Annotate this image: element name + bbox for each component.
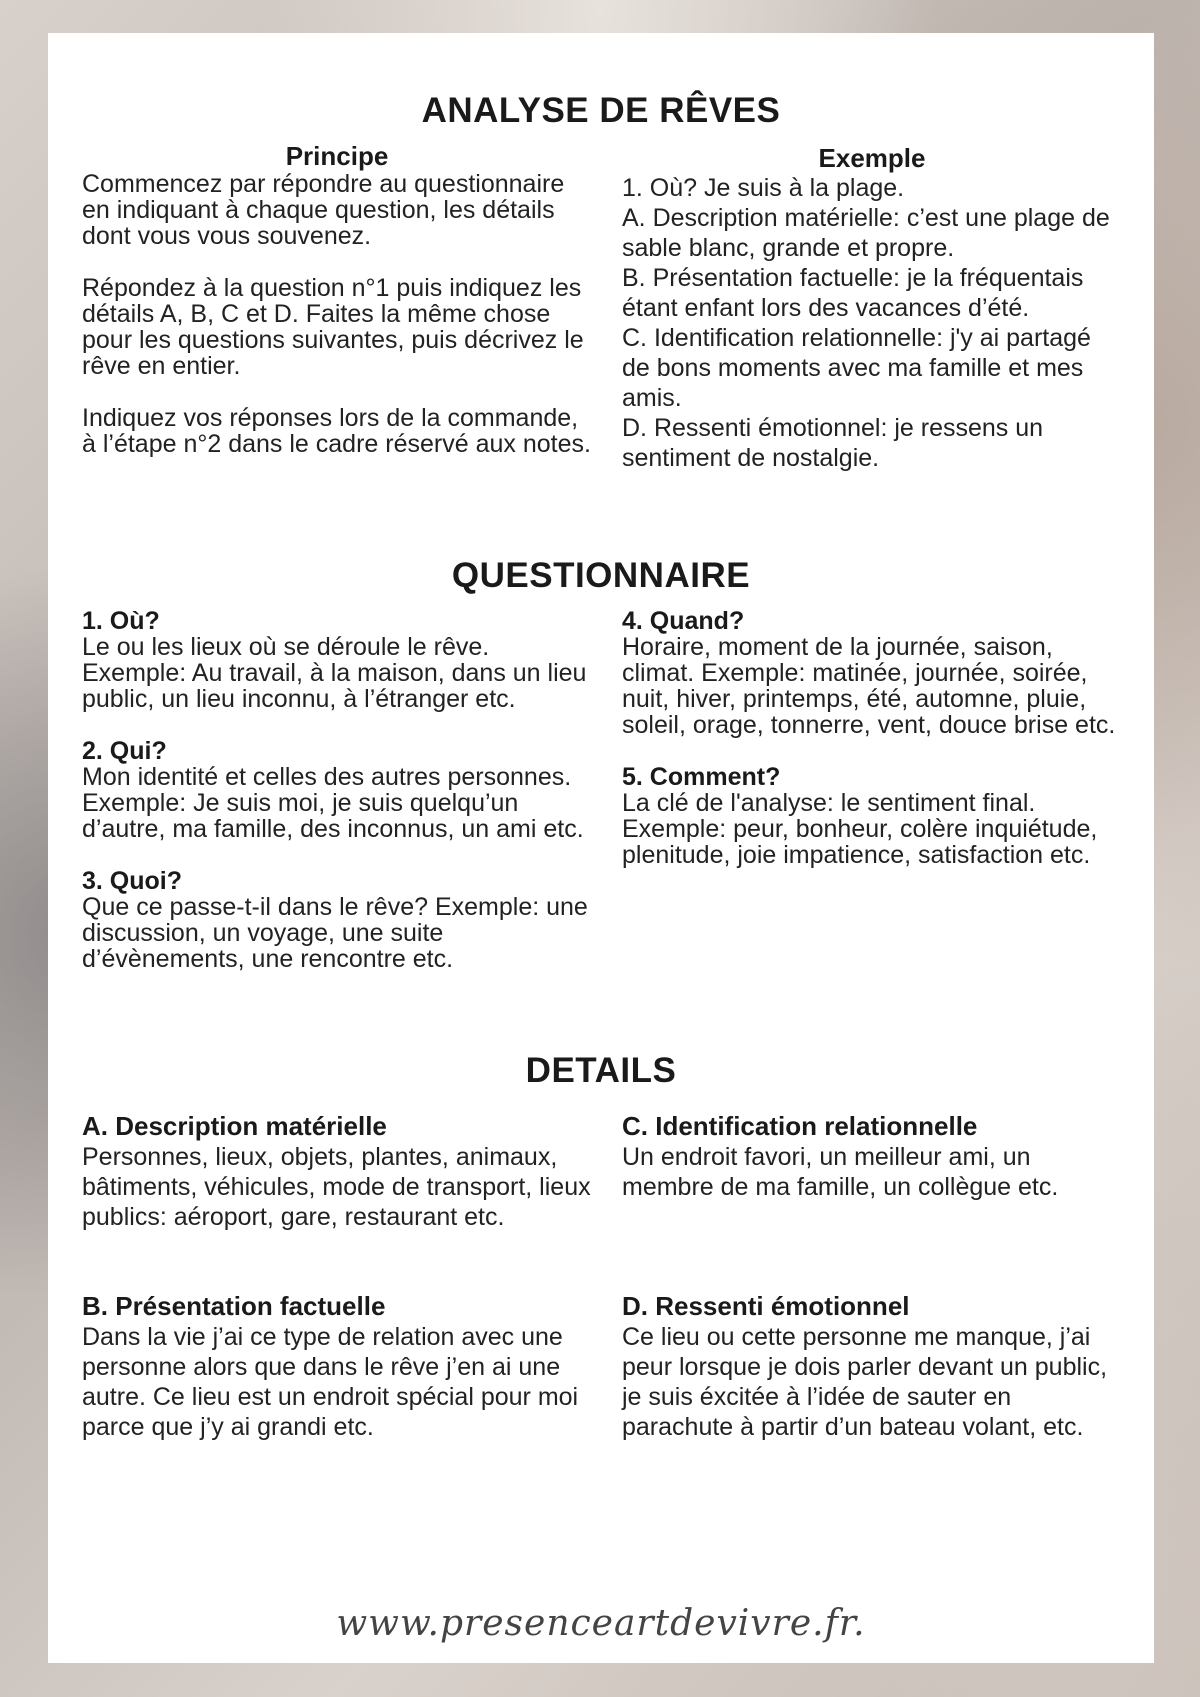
questionnaire-right [622, 608, 1122, 868]
detail-text: Personnes, lieux, objets, plantes, animaux, bâtiments, véhicules, mode de transport, lieux publics: aéroport, gare, restaurant etc. [82, 1143, 591, 1231]
detail-item [622, 1110, 1122, 1202]
question-text: Que ce passe-t-il dans le rêve? Exemple: une discussion, un voyage, une suite d’évènements, une rencontre etc. [82, 893, 588, 973]
detail-heading: B. Présentation factuelle [82, 1291, 386, 1321]
question-text: Mon identité et celles des autres personnes. Exemple: Je suis moi, je suis quelqu’un d’autre, ma famille, des inconnus, un ami etc. [82, 763, 584, 843]
question-heading: 2. Qui? [82, 737, 167, 765]
detail-heading: A. Description matérielle [82, 1111, 387, 1141]
principle-paragraph: Indiquez vos réponses lors de la commande, à l’étape n°2 dans le cadre réservé aux notes. [82, 404, 591, 458]
details-title: DETAILS [525, 1051, 677, 1090]
question-heading: 1. Où? [82, 607, 160, 635]
document-page [48, 33, 1154, 1663]
detail-heading: D. Ressenti émotionnel [622, 1291, 910, 1321]
question-item [82, 868, 592, 972]
detail-text: Un endroit favori, un meilleur ami, un membre de ma famille, un collègue etc. [622, 1143, 1059, 1201]
principle-paragraph: Répondez à la question n°1 puis indiquez les détails A, B, C et D. Faites la même chose pour les questions suivantes, puis décrivez le rêve en entier. [82, 274, 584, 380]
principle-section [82, 141, 592, 457]
example-heading: Exemple [818, 143, 926, 173]
question-text: Horaire, moment de la journée, saison, climat. Exemple: matinée, journée, soirée, nuit, hiver, printemps, été, automne, pluie, soleil, orage, tonnerre, vent, douce brise etc. [622, 633, 1116, 739]
principle-heading: Principe [285, 141, 389, 171]
detail-item [82, 1110, 592, 1232]
detail-heading: C. Identification relationnelle [622, 1111, 978, 1141]
question-item [622, 764, 1122, 868]
question-item [82, 608, 592, 712]
example-section [622, 143, 1122, 473]
question-item [622, 608, 1122, 738]
detail-item [622, 1290, 1122, 1442]
detail-text: Ce lieu ou cette personne me manque, j’ai peur lorsque je dois parler devant un public, je suis éxcitée à l’idée de sauter en parachute à partir d’un bateau volant, etc. [622, 1323, 1108, 1441]
example-line: B. Présentation factuelle: je la fréquentais étant enfant lors des vacances d’été. [622, 264, 1084, 322]
example-line: A. Description matérielle: c’est une plage de sable blanc, grande et propre. [622, 204, 1110, 262]
website-link[interactable]: www.presenceartdevivre.fr. [336, 1603, 866, 1644]
principle-paragraph: Commencez par répondre au questionnaire en indiquant à chaque question, les détails dont vous vous souvenez. [82, 170, 565, 250]
example-line: 1. Où? Je suis à la plage. [622, 174, 905, 202]
question-text: La clé de l'analyse: le sentiment final. Exemple: peur, bonheur, colère inquiétude, plenitude, joie impatience, satisfaction etc. [622, 789, 1098, 869]
question-text: Le ou les lieux où se déroule le rêve. Exemple: Au travail, à la maison, dans un lieu public, un lieu inconnu, à l’étranger etc. [82, 633, 587, 713]
example-line: C. Identification relationnelle: j'y ai partagé de bons moments avec ma famille et mes amis. [622, 324, 1091, 412]
question-heading: 5. Comment? [622, 763, 781, 791]
question-heading: 4. Quand? [622, 607, 745, 635]
question-heading: 3. Quoi? [82, 867, 182, 895]
questionnaire-left [82, 608, 592, 972]
questionnaire-title: QUESTIONNAIRE [451, 556, 751, 595]
question-item [82, 738, 592, 842]
example-line: D. Ressenti émotionnel: je ressens un sentiment de nostalgie. [622, 414, 1044, 472]
page-title: ANALYSE DE RÊVES [421, 91, 781, 130]
detail-item [82, 1290, 592, 1442]
detail-text: Dans la vie j’ai ce type de relation avec une personne alors que dans le rêve j’en ai une autre. Ce lieu est un endroit spécial pour moi parce que j’y ai grandi etc. [82, 1323, 579, 1441]
